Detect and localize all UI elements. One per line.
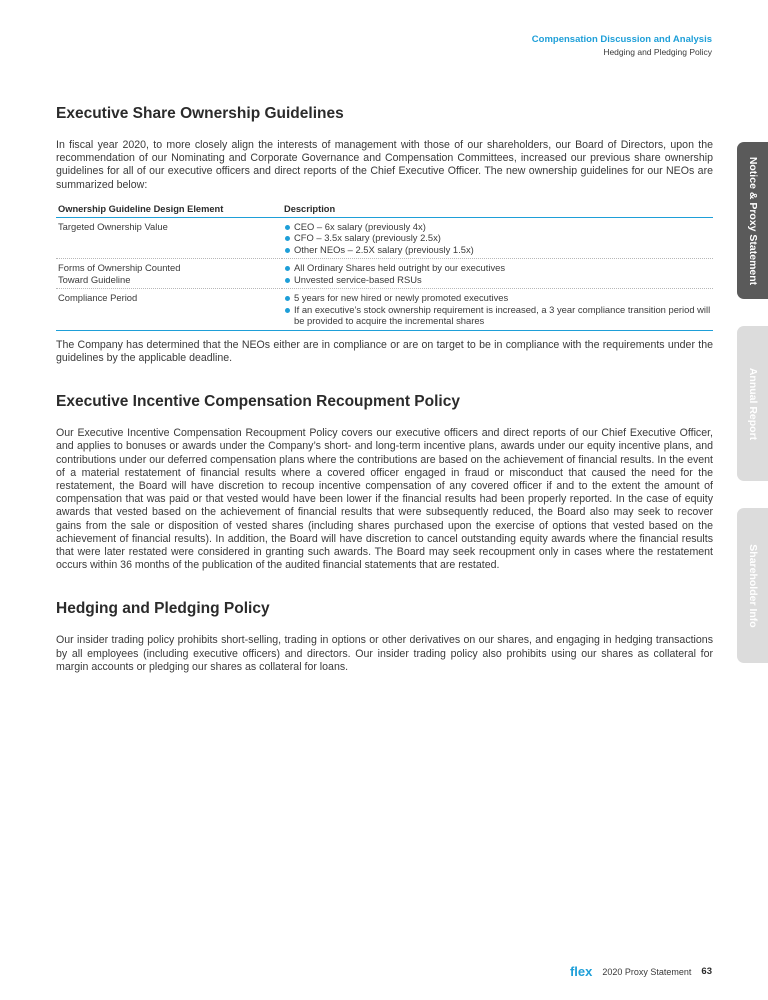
table-cell-description	[282, 259, 713, 289]
header-subsection-title: Hedging and Pledging Policy	[603, 47, 712, 57]
ownership-intro: In fiscal year 2020, to more closely align the interests of management with those of our shareholders, our Board of Directors, upon the recommendation of our Nominating and Corporate Governance and Compensation Committees, increased our previous share ownership guidelines for all of our executive officers and direct reports of the Chief Executive Officer. The new ownership guidelines for our NEOs are summarized below:	[56, 139, 713, 191]
table-row	[56, 259, 713, 289]
page-footer	[570, 964, 712, 979]
recoupment-body: Our Executive Incentive Compensation Recoupment Policy covers our executive officers and direct reports of our Chief Executive Officer, and applies to bonuses or awards under the Company’s short- and long-term incentive plans, awards under our equity incentive plans, and contributions under our deferred compensation plans where the contributions are based on the achievement of financial results. In the event of a material restatement of financial results where a covered officer engaged in fraud or misconduct that caused the need for the restatement, the Board will have discretion to recoup incentive compensation of any covered officer if and to the extent the amount of compensation that was paid or that vested would have been lower if the financial results had been properly reported. In the case of equity awards that vested based on the achievement of financial results that were subsequently reduced, the Board also may seek to recover gains from the sale or disposition of vested shares (including shares purchased upon the exercise of options that vested based on the achievement of financial results). In addition, the Board will have discretion to cancel outstanding equity awards where the financial results that were later restated were considered in granting such awards. The Board may seek recoupment only in cases where the restatement occurs within 36 months of the publication of the audited financial statements that are restated.	[56, 427, 713, 572]
ownership-guidelines-table	[56, 204, 713, 331]
hedging-body: Our insider trading policy prohibits short-selling, trading in options or other derivatives on our shares, and engaging in hedging transactions by all employees (including executive officers) and directors. Our insider trading policy also prohibits using our shares as collateral for margin accounts or pledging our shares as collateral for loans.	[56, 634, 713, 673]
table-cell-element: Targeted Ownership Value	[56, 217, 282, 259]
list-item: CFO – 3.5x salary (previously 2.5x)	[284, 232, 711, 244]
tab-label: Shareholder Info	[746, 543, 759, 628]
list-item: Unvested service-based RSUs	[284, 274, 711, 286]
header-section-title: Compensation Discussion and Analysis	[531, 34, 712, 45]
list-item: All Ordinary Shares held outright by our executives	[284, 262, 711, 274]
tab-label: Notice & Proxy Statement	[746, 156, 759, 285]
table-cell-element: Compliance Period	[56, 289, 282, 331]
tab-notice-proxy-statement[interactable]	[737, 142, 768, 299]
tab-shareholder-info[interactable]	[737, 508, 768, 663]
table-cell-description	[282, 217, 713, 259]
column-header-description: Description	[282, 204, 713, 218]
tab-label: Annual Report	[746, 367, 759, 440]
flex-logo: flex	[569, 964, 593, 979]
table-cell-description	[282, 289, 713, 331]
table-row	[56, 217, 713, 259]
list-item: CEO – 6x salary (previously 4x)	[284, 221, 711, 233]
ownership-heading: Executive Share Ownership Guidelines	[56, 105, 344, 122]
column-header-element: Ownership Guideline Design Element	[56, 204, 282, 218]
list-item: Other NEOs – 2.5X salary (previously 1.5x)	[284, 244, 711, 256]
hedging-heading: Hedging and Pledging Policy	[56, 600, 270, 618]
tab-annual-report[interactable]	[737, 326, 768, 481]
list-item: If an executive’s stock ownership requirement is increased, a 3 year compliance transition period will be provided to acquire the incremental shares	[284, 304, 711, 327]
page-number: 63	[701, 966, 712, 977]
main-content	[56, 105, 713, 674]
table-cell-element: Forms of Ownership Counted Toward Guideline	[56, 259, 282, 289]
ownership-conclusion: The Company has determined that the NEOs either are in compliance or are on target to be in compliance with the requirements under the guidelines by the applicable deadline.	[56, 338, 713, 365]
recoupment-heading: Executive Incentive Compensation Recoupment Policy	[56, 393, 460, 411]
running-header	[532, 34, 712, 58]
footer-document-title: 2020 Proxy Statement	[602, 966, 692, 977]
list-item: 5 years for new hired or newly promoted executives	[284, 292, 711, 304]
table-row	[56, 289, 713, 331]
